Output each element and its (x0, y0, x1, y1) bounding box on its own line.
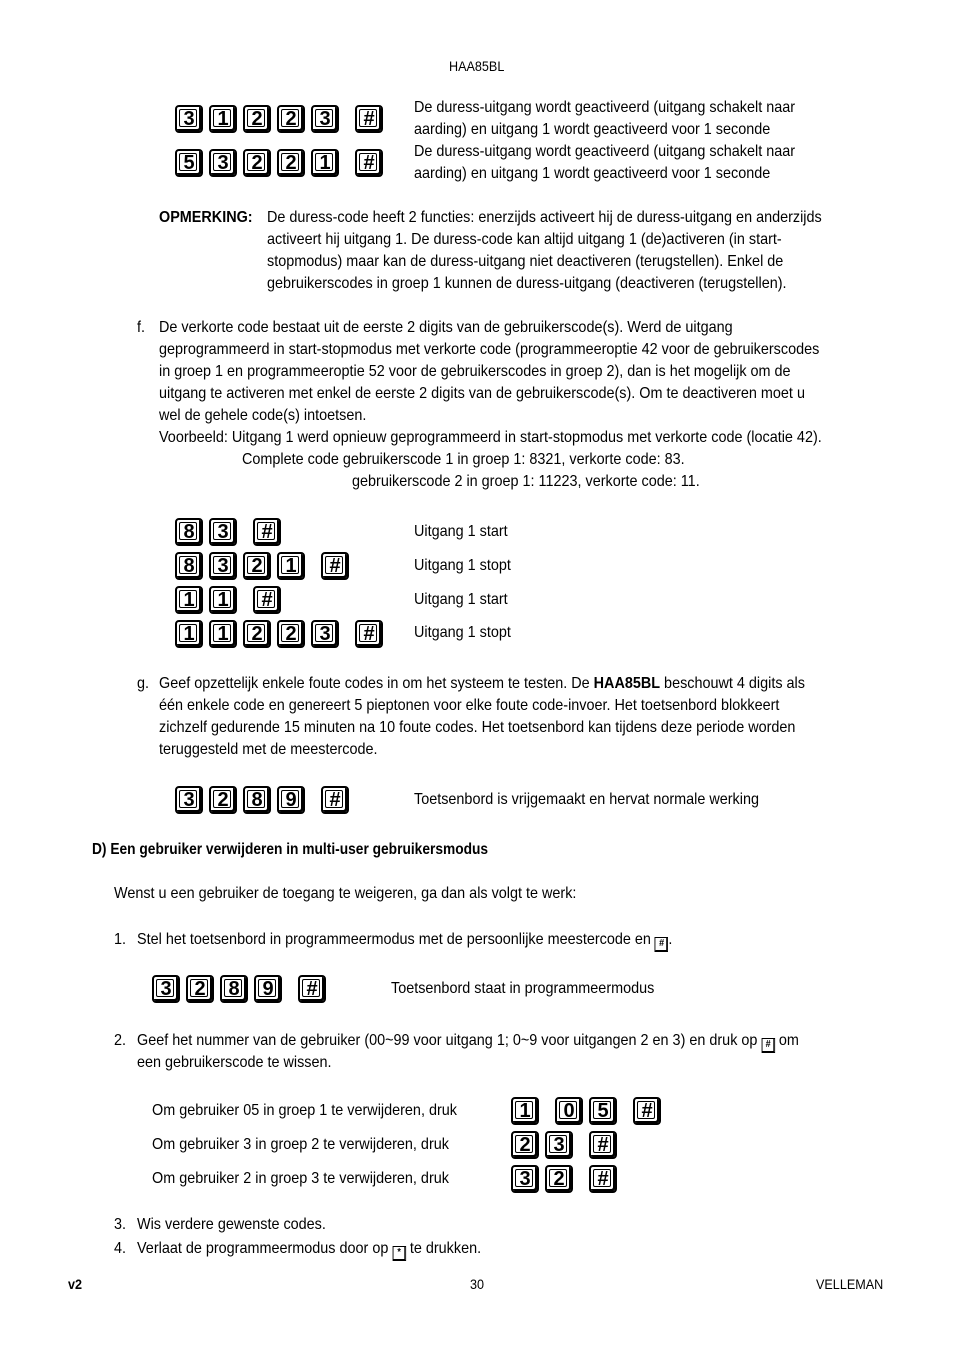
digit-key-icon: 8 (243, 786, 271, 814)
digit-key-icon: 2 (511, 1131, 539, 1159)
list-marker-f: f. (137, 319, 146, 336)
digit-key-icon: 1 (209, 586, 237, 614)
item-g-line-1: Geef opzettelijk enkele foute codes in om het systeem te testen. De HAA85BL beschouwt 4 digits als (159, 675, 805, 692)
digit-key-icon: 3 (175, 105, 203, 133)
digit-key-icon: 3 (311, 620, 339, 648)
hash-key-icon: # (253, 518, 281, 546)
hash-key-icon: # (633, 1097, 661, 1125)
hash-key-icon: # (321, 786, 349, 814)
digit-key-icon: 1 (175, 620, 203, 648)
delete-user-desc: Om gebruiker 05 in groep 1 te verwijderen, druk (152, 1102, 457, 1119)
digit-key-icon: 1 (511, 1097, 539, 1125)
step-number: 4. (114, 1240, 127, 1257)
duress-desc-1a: De duress-uitgang wordt geactiveerd (uitgang schakelt naar (414, 99, 796, 116)
hash-key-icon: # (589, 1131, 617, 1159)
star-key-icon: * (392, 1246, 406, 1261)
digit-key-icon: 2 (277, 105, 305, 133)
step-3-text: Wis verdere gewenste codes. (137, 1216, 326, 1233)
hash-key-icon: # (355, 620, 383, 648)
item-f-line: De verkorte code bestaat uit de eerste 2 digits van de gebruikerscode(s). Werd de uitgang (159, 319, 733, 336)
digit-key-icon: 3 (209, 149, 237, 177)
footer-brand: VELLEMAN (816, 1276, 884, 1292)
item-f-example-intro: Voorbeeld: Uitgang 1 werd opnieuw geprogrammeerd in start-stopmodus met verkorte code (locatie 42). (159, 429, 822, 446)
item-f-line: in groep 1 en programmeeroptie 52 voor de gebruikerscodes in groep 2), dan is het mogelijk om de (159, 363, 791, 380)
hash-key-icon: # (355, 149, 383, 177)
item-f-line: uitgang te activeren met enkel de eerste 2 digits van de gebruikerscode(s). Om te deactiveren moet u (159, 385, 805, 402)
duress-desc-2b: aarding) en uitgang 1 wordt geactiveerd voor 1 seconde (414, 165, 771, 182)
digit-key-icon: 2 (545, 1165, 573, 1193)
digit-key-icon: 3 (152, 975, 180, 1003)
note-line: gebruikerscodes in groep 1 kunnen de duress-uitgang (deactiveren (terugstellen). (267, 275, 787, 292)
digit-key-icon: 2 (243, 105, 271, 133)
digit-key-icon: 3 (209, 552, 237, 580)
note-line: stopmodus) maar kan de duress-uitgang niet deactiveren (terugstellen). Enkel de (267, 253, 784, 270)
step-2-line-1: Geef het nummer van de gebruiker (00~99 voor uitgang 1; 0~9 voor uitgangen 2 en 3) en druk op # om (137, 1030, 799, 1053)
footer-version: v2 (68, 1276, 83, 1292)
digit-key-icon: 5 (589, 1097, 617, 1125)
digit-key-icon: 1 (209, 105, 237, 133)
note-line: De duress-code heeft 2 functies: enerzijds activeert hij de duress-uitgang en anderzijds (267, 209, 822, 226)
hash-key-icon: # (355, 105, 383, 133)
digit-key-icon: 2 (277, 149, 305, 177)
digit-key-icon: 8 (175, 518, 203, 546)
digit-key-icon: 9 (254, 975, 282, 1003)
item-f-result: Uitgang 1 start (414, 523, 508, 540)
step-2-line-2: een gebruikerscode te wissen. (137, 1054, 332, 1071)
digit-key-icon: 3 (545, 1131, 573, 1159)
digit-key-icon: 2 (243, 552, 271, 580)
item-f-line: geprogrammeerd in start-stopmodus met verkorte code (programmeeroptie 42 voor de gebruikerscodes (159, 341, 820, 358)
digit-key-icon: 2 (186, 975, 214, 1003)
footer-page-number: 30 (470, 1276, 485, 1292)
hash-key-icon: # (298, 975, 326, 1003)
item-f-line: wel de gehele code(s) intoetsen. (159, 407, 367, 424)
item-f-result: Uitgang 1 stopt (414, 557, 511, 574)
digit-key-icon: 3 (311, 105, 339, 133)
digit-key-icon: 9 (277, 786, 305, 814)
item-f-result: Uitgang 1 start (414, 591, 508, 608)
digit-key-icon: 2 (243, 149, 271, 177)
item-f-example-2: gebruikerscode 2 in groep 1: 11223, verkorte code: 11. (352, 473, 700, 490)
duress-desc-2a: De duress-uitgang wordt geactiveerd (uitgang schakelt naar (414, 143, 796, 160)
step-number: 2. (114, 1032, 127, 1049)
digit-key-icon: 3 (511, 1165, 539, 1193)
step-number: 1. (114, 931, 127, 948)
digit-key-icon: 1 (209, 620, 237, 648)
item-g-line: één enkele code en genereert 5 pieptonen voor elke foute code-invoer. Het toetsenbord blokkeert (159, 697, 780, 714)
item-g-line: teruggesteld met de meestercode. (159, 741, 378, 758)
digit-key-icon: 5 (175, 149, 203, 177)
digit-key-icon: 3 (175, 786, 203, 814)
document-model-header: HAA85BL (449, 58, 505, 74)
digit-key-icon: 1 (175, 586, 203, 614)
item-f-result: Uitgang 1 stopt (414, 624, 511, 641)
hash-key-icon: # (655, 937, 669, 952)
delete-user-desc: Om gebruiker 3 in groep 2 te verwijderen, druk (152, 1136, 449, 1153)
list-marker-g: g. (137, 675, 150, 692)
item-g-result: Toetsenbord is vrijgemaakt en hervat normale werking (414, 791, 759, 808)
hash-key-icon: # (761, 1038, 775, 1053)
digit-key-icon: 2 (277, 620, 305, 648)
item-g-line: zichzelf gedurende 15 minuten na 10 foute codes. Het toetsenbord kan tijdens deze periode worden (159, 719, 796, 736)
step-1-result: Toetsenbord staat in programmeermodus (391, 980, 655, 997)
step-4-text: Verlaat de programmeermodus door op * te drukken. (137, 1238, 481, 1261)
note-label: OPMERKING: (159, 209, 253, 226)
digit-key-icon: 8 (220, 975, 248, 1003)
note-line: activeert hij uitgang 1. De duress-code kan altijd uitgang 1 (de)activeren (in start- (267, 231, 782, 248)
digit-key-icon: 2 (209, 786, 237, 814)
hash-key-icon: # (589, 1165, 617, 1193)
digit-key-icon: 2 (243, 620, 271, 648)
step-number: 3. (114, 1216, 127, 1233)
step-1-text: Stel het toetsenbord in programmeermodus met de persoonlijke meestercode en # . (137, 929, 672, 952)
item-f-example-1: Complete code gebruikerscode 1 in groep 1: 8321, verkorte code: 83. (242, 451, 685, 468)
delete-user-desc: Om gebruiker 2 in groep 3 te verwijderen, druk (152, 1170, 449, 1187)
digit-key-icon: 0 (555, 1097, 583, 1125)
hash-key-icon: # (321, 552, 349, 580)
hash-key-icon: # (253, 586, 281, 614)
section-intro: Wenst u een gebruiker de toegang te weigeren, ga dan als volgt te werk: (114, 885, 577, 902)
digit-key-icon: 1 (311, 149, 339, 177)
digit-key-icon: 1 (277, 552, 305, 580)
digit-key-icon: 3 (209, 518, 237, 546)
section-title: D) Een gebruiker verwijderen in multi-user gebruikersmodus (92, 841, 489, 858)
digit-key-icon: 8 (175, 552, 203, 580)
duress-desc-1b: aarding) en uitgang 1 wordt geactiveerd voor 1 seconde (414, 121, 771, 138)
